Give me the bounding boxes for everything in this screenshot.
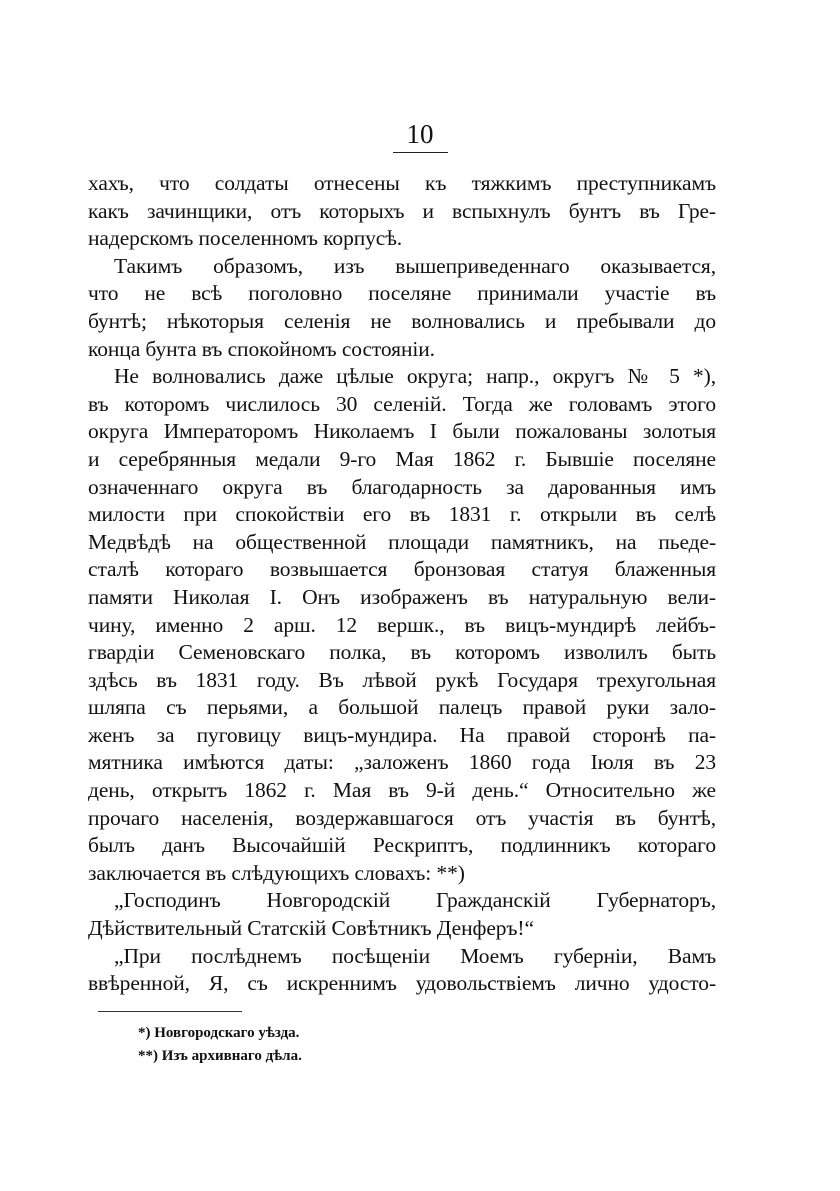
text-line: гвардіи Семеновскаго полка, въ которомъ изволилъ быть	[88, 640, 716, 665]
text-line: конца бунта въ спокойномъ состояніи.	[88, 336, 435, 361]
text-line: „При послѣднемъ посѣщеніи Моемъ губерніи, Вамъ	[114, 943, 716, 968]
text-line: надерскомъ поселенномъ корпусѣ.	[88, 226, 403, 251]
text-line: Дѣйствительный Статскій Совѣтникъ Денферъ!“	[88, 916, 534, 941]
footnote: *) Новгородскаго уѣзда.	[138, 1025, 300, 1041]
text-line: чину, именно 2 арш. 12 вершк., въ вицъ-мундирѣ лейбъ-	[88, 612, 716, 637]
footnote: **) Изъ архивнаго дѣла.	[138, 1048, 302, 1064]
text-line: сталѣ котораго возвышается бронзовая статуя блаженныя	[88, 557, 716, 582]
footnotes	[138, 1022, 638, 1068]
text-line: что не всѣ поголовно поселяне принимали участіе въ	[88, 281, 716, 306]
text-line: хахъ, что солдаты отнесены къ тяжкимъ преступникамъ	[88, 171, 716, 195]
text-line: и серебрянныя медали 9-го Мая 1862 г. Бывшіе поселяне	[88, 446, 716, 471]
page-number-container	[0, 118, 840, 153]
text-line: бунтѣ; нѣкоторыя селенія не волновались и пребывали до	[88, 308, 716, 333]
text-line: памяти Николая I. Онъ изображенъ въ натуральную вели-	[88, 584, 716, 609]
footnote-divider	[98, 1011, 242, 1012]
text-line: какъ зачинщики, отъ которыхъ и вспыхнулъ бунтъ въ Гре-	[88, 198, 716, 223]
text-line: Медвѣдѣ на общественной площади памятникъ, на пьеде-	[88, 529, 716, 554]
text-line: былъ данъ Высочайшій Рескриптъ, подлинникъ котораго	[88, 833, 716, 858]
body-text	[88, 170, 716, 998]
text-line: округа Императоромъ Николаемъ I были пожалованы золотыя	[88, 419, 716, 444]
text-line: день, открытъ 1862 г. Мая въ 9-й день.“ Относительно же	[88, 778, 716, 803]
text-line: заключается въ слѣдующихъ словахъ: **)	[88, 860, 465, 885]
text-line: милости при спокойствіи его въ 1831 г. открыли въ селѣ	[88, 502, 716, 527]
text-line: ввѣренной, Я, съ искреннимъ удовольствіемъ лично удосто-	[88, 971, 716, 996]
text-line: означеннаго округа въ благодарность за дарованныя имъ	[88, 474, 716, 499]
text-line: въ которомъ числилось 30 селеній. Тогда же головамъ этого	[88, 391, 716, 416]
text-line: Такимъ образомъ, изъ вышеприведеннаго оказывается,	[114, 253, 716, 278]
text-line: Не волновались даже цѣлые округа; напр., округъ № 5 *),	[114, 364, 716, 389]
page-number: 10	[393, 118, 448, 153]
text-line: шляпа съ перьями, а большой палецъ правой руки зало-	[88, 695, 716, 720]
text-line: прочаго населенія, воздержавшагося отъ участія въ бунтѣ,	[88, 805, 716, 830]
text-line: здѣсь въ 1831 году. Въ лѣвой рукѣ Государя трехугольная	[88, 667, 716, 692]
text-line: „Господинъ Новгородскій Гражданскій Губернаторъ,	[114, 888, 716, 913]
text-line: мятника имѣются даты: „заложенъ 1860 года Іюля въ 23	[88, 750, 716, 775]
text-line: женъ за пуговицу вицъ-мундира. На правой сторонѣ па-	[88, 722, 716, 747]
